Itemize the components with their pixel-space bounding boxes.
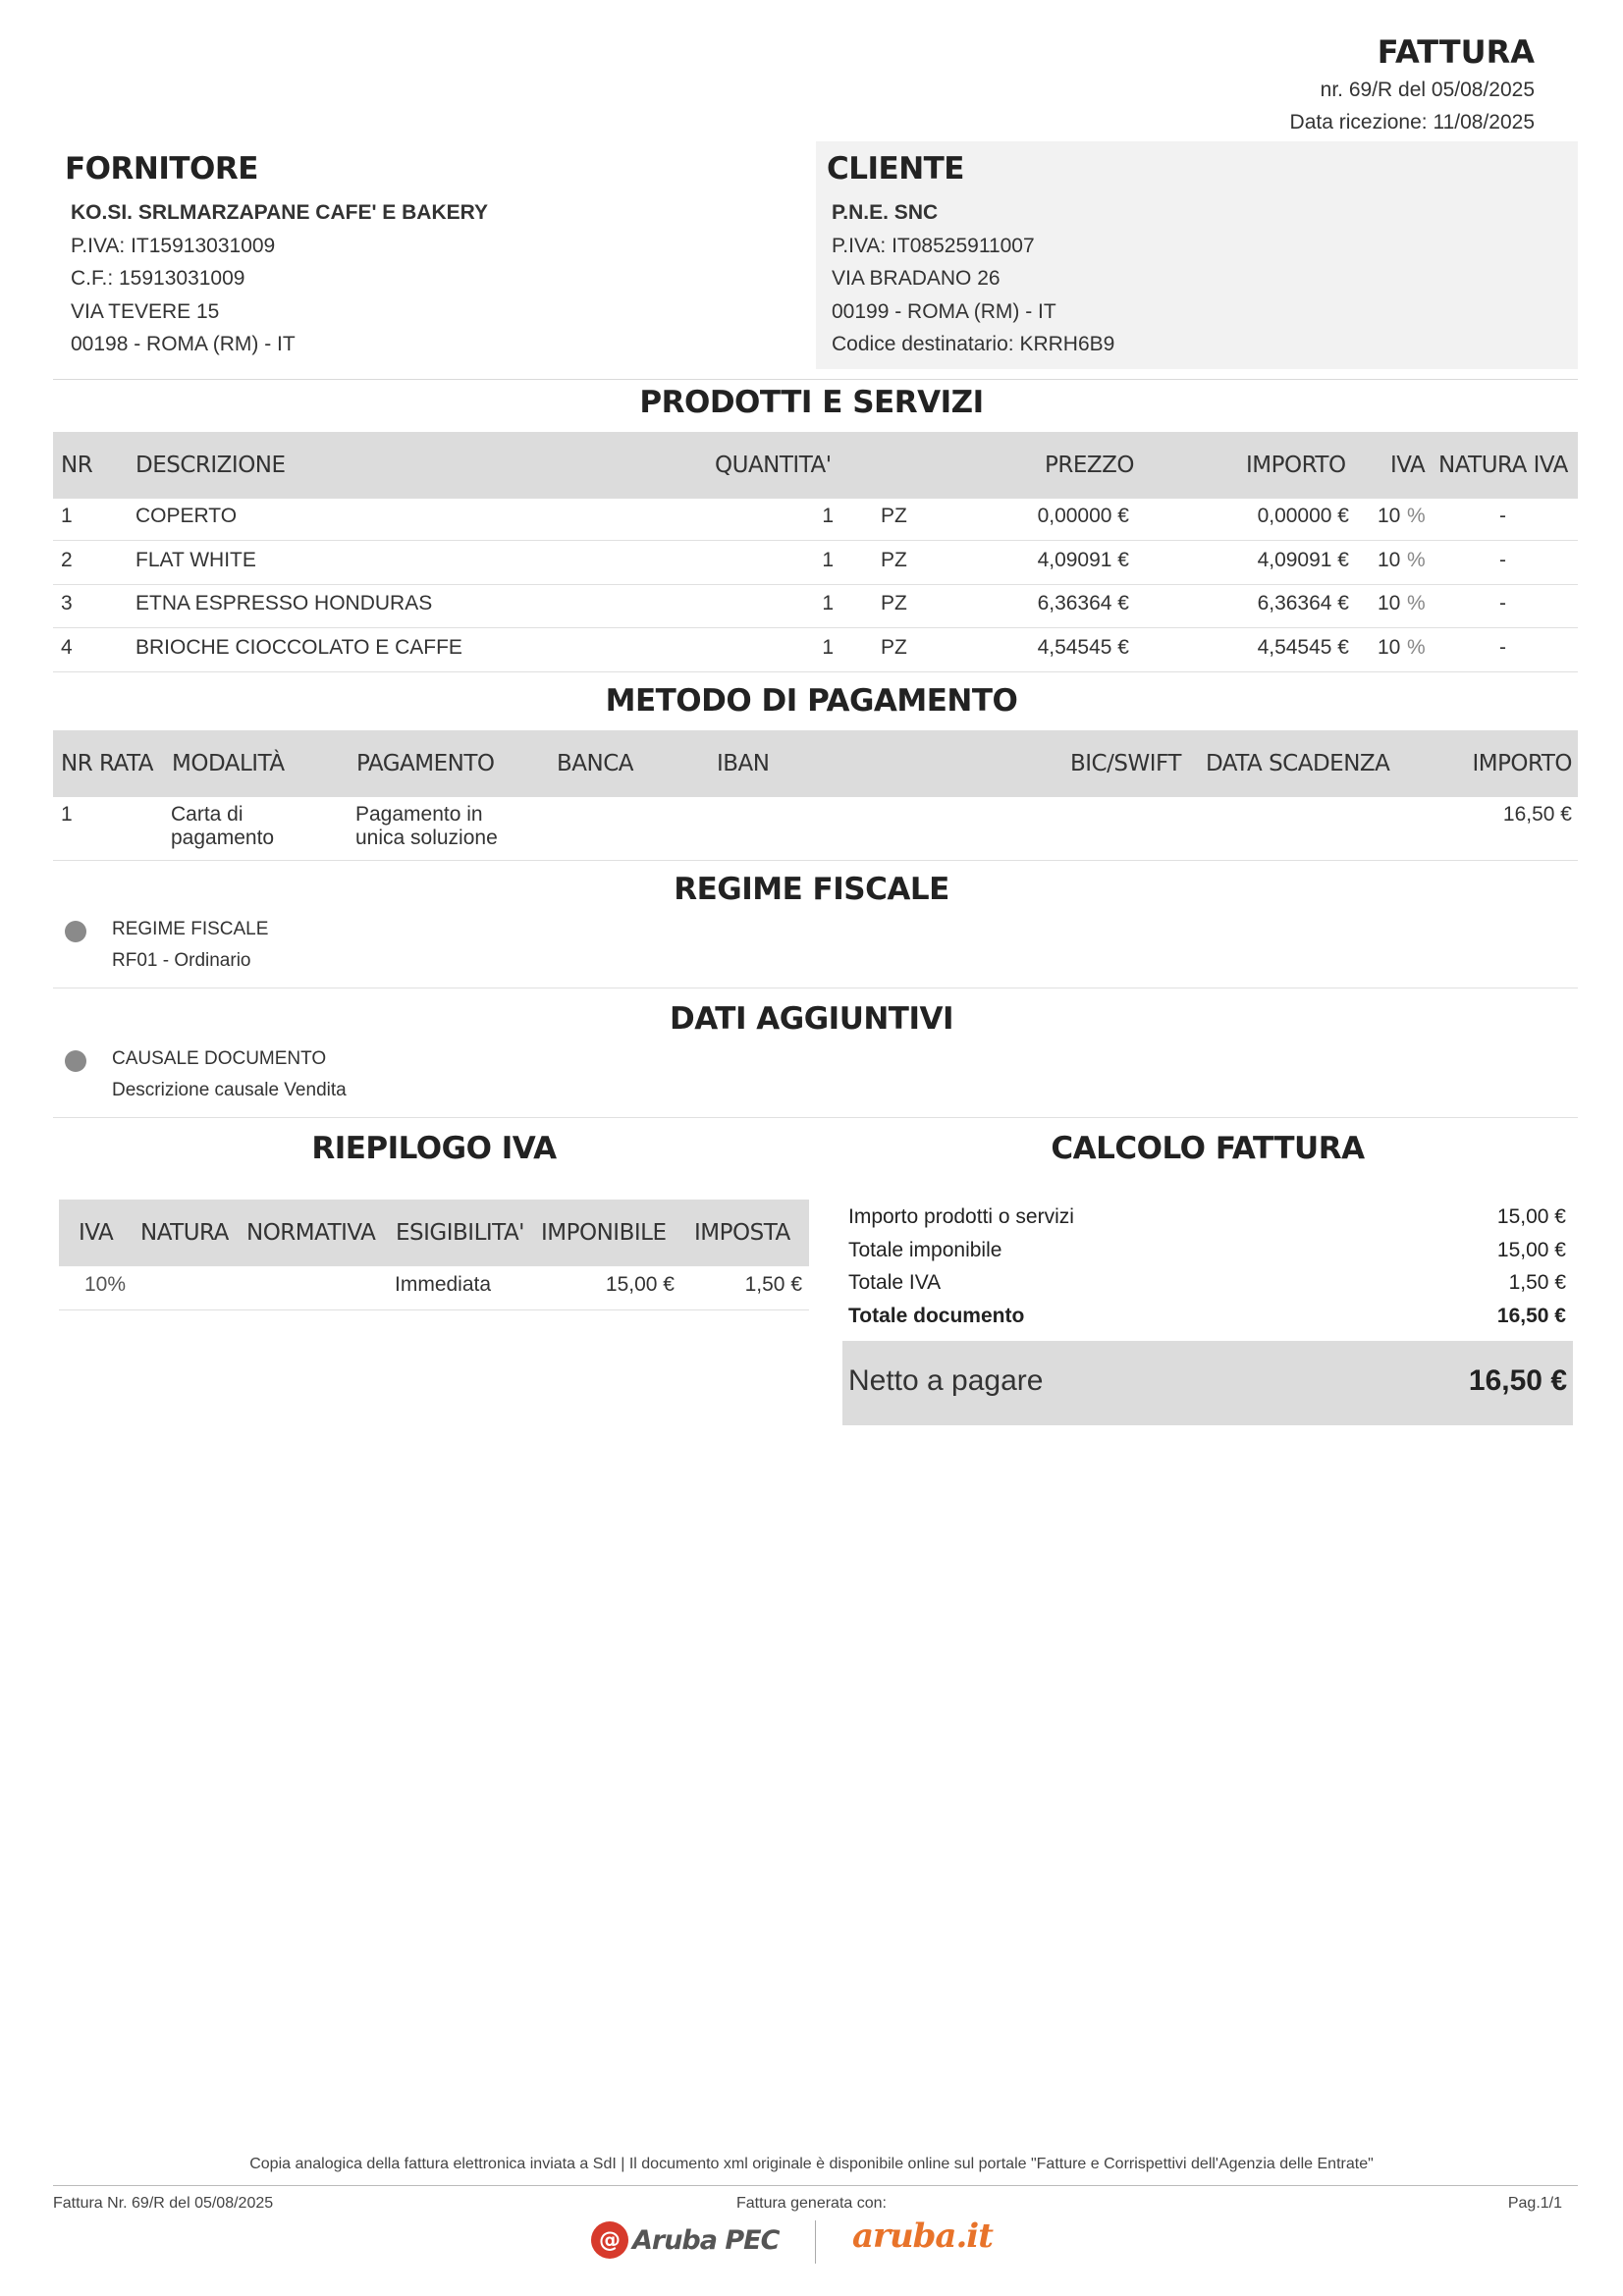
col-importo: IMPORTO: [1472, 751, 1572, 776]
row-natura-iva: -: [1499, 636, 1506, 659]
row-amount: 6,36364 €: [1257, 592, 1349, 614]
row-iva-percent: %: [1407, 549, 1426, 571]
calc-value: 16,50 €: [1496, 1305, 1566, 1327]
row-natura-iva: -: [1499, 505, 1506, 527]
row-price: 6,36364 €: [1037, 592, 1129, 614]
bullet-icon: [65, 921, 86, 942]
row-description: BRIOCHE CIOCCOLATO E CAFFE: [135, 636, 462, 659]
footer-page: Pag.1/1: [1507, 2195, 1562, 2212]
col-normativa: NORMATIVA: [246, 1220, 376, 1246]
col-imponibile: IMPONIBILE: [541, 1220, 667, 1246]
client-address: VIA BRADANO 26: [832, 267, 1001, 290]
aruba-pec-wordmark: Aruba PEC: [632, 2224, 780, 2256]
netto-box: [842, 1341, 1573, 1425]
client-title: CLIENTE: [827, 151, 964, 187]
col-nr: NR: [61, 453, 93, 478]
col-esigibilita: ESIGIBILITA': [396, 1220, 525, 1246]
row-iva: 10: [1378, 549, 1401, 571]
calc-label: Totale documento: [848, 1305, 1025, 1327]
calc-value: 15,00 €: [1496, 1205, 1566, 1228]
divider: [53, 860, 1578, 861]
causale-label: CAUSALE DOCUMENTO: [112, 1048, 327, 1069]
col-data-scadenza: DATA SCADENZA: [1206, 751, 1390, 776]
divider: [53, 1117, 1578, 1118]
supplier-city: 00198 - ROMA (RM) - IT: [71, 333, 296, 355]
row-price: 0,00000 €: [1037, 505, 1129, 527]
col-natura: NATURA: [140, 1220, 229, 1246]
divider: [59, 1309, 809, 1310]
aruba-it-logo: aruba.it: [852, 2216, 993, 2256]
col-price: PREZZO: [1045, 453, 1134, 478]
iva-imposta: 1,50 €: [744, 1273, 802, 1296]
payment-amount: 16,50 €: [1502, 803, 1572, 826]
calc-label: Totale imponibile: [848, 1239, 1002, 1261]
row-iva-percent: %: [1407, 636, 1426, 659]
receipt-date: Data ricezione: 11/08/2025: [1289, 111, 1535, 133]
row-quantity: 1: [822, 636, 834, 659]
iva-summary-header: [59, 1200, 809, 1266]
payment-type-line2: unica soluzione: [355, 827, 498, 849]
row-amount: 4,09091 €: [1257, 549, 1349, 571]
supplier-name: KO.SI. SRLMARZAPANE CAFE' E BAKERY: [71, 201, 489, 224]
footer-generated-with: Fattura generata con:: [736, 2195, 887, 2212]
payment-rata: 1: [61, 803, 73, 826]
footer-note: Copia analogica della fattura elettronica inviata a SdI | Il documento xml originale è disponibile online sul portale "Fatture e Corrispettivi dell'Agenzia delle Entrate": [249, 2156, 1374, 2172]
logo-separator: [815, 2220, 816, 2264]
calc-value: 1,50 €: [1508, 1271, 1566, 1294]
row-iva: 10: [1378, 505, 1401, 527]
payment-mode-line1: Carta di: [171, 803, 243, 826]
footer-invoice-ref: Fattura Nr. 69/R del 05/08/2025: [53, 2195, 274, 2212]
iva-rate: 10%: [84, 1273, 127, 1296]
col-iva: IVA: [1390, 453, 1426, 478]
row-unit: PZ: [881, 592, 907, 614]
row-description: FLAT WHITE: [135, 549, 256, 571]
payment-table-header: [53, 730, 1578, 797]
col-natura-iva: NATURA IVA: [1438, 453, 1568, 478]
netto-value: 16,50 €: [1468, 1364, 1567, 1397]
payment-mode-line2: pagamento: [171, 827, 275, 849]
regime-label: REGIME FISCALE: [112, 919, 269, 939]
col-nr-rata: NR RATA: [61, 751, 153, 776]
row-iva-percent: %: [1407, 592, 1426, 614]
aruba-pec-logo: [591, 2220, 779, 2260]
row-description: ETNA ESPRESSO HONDURAS: [135, 592, 433, 614]
divider: [53, 379, 1578, 380]
row-nr: 2: [61, 549, 73, 571]
row-natura-iva: -: [1499, 592, 1506, 614]
row-divider: [53, 540, 1578, 541]
row-quantity: 1: [822, 592, 834, 614]
row-amount: 0,00000 €: [1257, 505, 1349, 527]
document-title: FATTURA: [1377, 33, 1535, 71]
regime-title: REGIME FISCALE: [674, 872, 949, 907]
causale-value: Descrizione causale Vendita: [112, 1080, 347, 1100]
col-imposta: IMPOSTA: [694, 1220, 790, 1246]
row-nr: 3: [61, 592, 73, 614]
client-piva: P.IVA: IT08525911007: [832, 235, 1035, 257]
row-iva-percent: %: [1407, 505, 1426, 527]
calc-label: Importo prodotti o servizi: [848, 1205, 1074, 1228]
payment-title: METODO DI PAGAMENTO: [605, 683, 1018, 719]
iva-imponibile: 15,00 €: [605, 1273, 675, 1296]
row-price: 4,54545 €: [1037, 636, 1129, 659]
client-name: P.N.E. SNC: [832, 201, 939, 224]
client-code: Codice destinatario: KRRH6B9: [832, 333, 1115, 355]
footer-divider: [53, 2185, 1578, 2186]
row-quantity: 1: [822, 505, 834, 527]
col-amount: IMPORTO: [1246, 453, 1346, 478]
iva-summary-title: RIEPILOGO IVA: [311, 1131, 557, 1166]
col-bic: BIC/SWIFT: [1070, 751, 1181, 776]
payment-type-line1: Pagamento in: [355, 803, 483, 826]
netto-label: Netto a pagare: [848, 1364, 1044, 1397]
iva-esigibilita: Immediata: [395, 1273, 492, 1296]
row-unit: PZ: [881, 549, 907, 571]
row-description: COPERTO: [135, 505, 238, 527]
row-natura-iva: -: [1499, 549, 1506, 571]
col-pagamento: PAGAMENTO: [356, 751, 495, 776]
calc-label: Totale IVA: [848, 1271, 942, 1294]
extra-title: DATI AGGIUNTIVI: [669, 1001, 954, 1037]
row-divider: [53, 584, 1578, 585]
col-description: DESCRIZIONE: [135, 453, 286, 478]
supplier-address: VIA TEVERE 15: [71, 300, 220, 323]
row-unit: PZ: [881, 505, 907, 527]
supplier-title: FORNITORE: [65, 151, 258, 187]
products-title: PRODOTTI E SERVIZI: [639, 385, 984, 420]
bullet-icon: [65, 1050, 86, 1072]
row-iva: 10: [1378, 636, 1401, 659]
supplier-cf: C.F.: 15913031009: [71, 267, 245, 290]
client-city: 00199 - ROMA (RM) - IT: [832, 300, 1056, 323]
row-nr: 4: [61, 636, 73, 659]
regime-value: RF01 - Ordinario: [112, 950, 251, 971]
row-divider: [53, 671, 1578, 672]
col-banca: BANCA: [557, 751, 634, 776]
calc-value: 15,00 €: [1496, 1239, 1566, 1261]
at-sign-icon: @: [591, 2221, 628, 2259]
col-quantity: QUANTITA': [715, 453, 832, 478]
products-table-header: [53, 432, 1578, 499]
row-amount: 4,54545 €: [1257, 636, 1349, 659]
col-iban: IBAN: [717, 751, 770, 776]
calc-title: CALCOLO FATTURA: [1051, 1131, 1365, 1166]
row-nr: 1: [61, 505, 73, 527]
col-iva: IVA: [79, 1220, 114, 1246]
invoice-number: nr. 69/R del 05/08/2025: [1320, 79, 1535, 101]
row-price: 4,09091 €: [1037, 549, 1129, 571]
row-divider: [53, 627, 1578, 628]
row-quantity: 1: [822, 549, 834, 571]
row-iva: 10: [1378, 592, 1401, 614]
col-modalita: MODALITÀ: [172, 751, 285, 776]
supplier-piva: P.IVA: IT15913031009: [71, 235, 276, 257]
row-unit: PZ: [881, 636, 907, 659]
